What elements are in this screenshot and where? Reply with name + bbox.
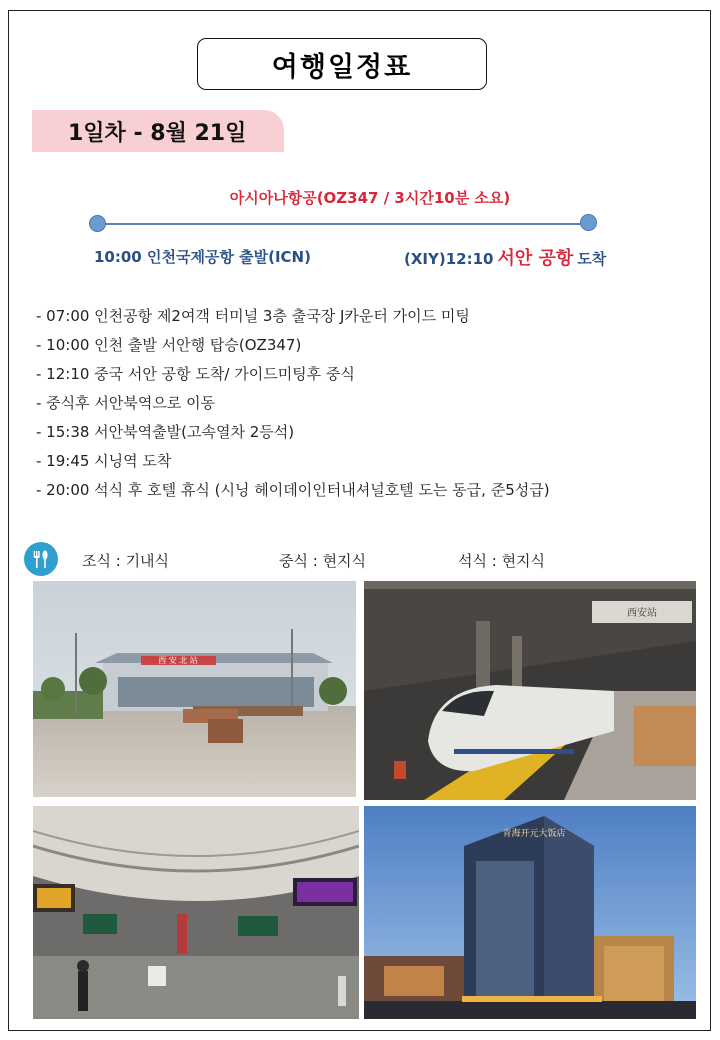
hotel-photo	[364, 806, 696, 1019]
page-title-text: 여행일정표	[271, 51, 413, 83]
hotel-sign-text: 青海开元大饭店	[502, 829, 566, 839]
day-banner	[32, 110, 284, 152]
departure-dot	[89, 215, 106, 232]
platform-sign-text: 西安站	[627, 608, 657, 619]
train-platform-photo	[364, 581, 696, 800]
flight-info: 아시아나항공(OZ347 / 3시간10분 소요)	[229, 189, 511, 207]
itinerary-item: - 07:00 인천공항 제2여객 터미널 3층 출국장 J카운터 가이드 미팅	[36, 307, 470, 325]
page-title	[197, 38, 487, 90]
itinerary-item: - 중식후 서안북역으로 이동	[36, 394, 216, 412]
meal-breakfast: 조식 : 기내식	[82, 552, 170, 570]
itinerary-item: - 10:00 인천 출발 서안행 탑승(OZ347)	[36, 336, 302, 354]
route-line	[97, 223, 589, 225]
arrival-dot	[580, 214, 597, 231]
arrival-suffix: 도착	[577, 250, 607, 268]
itinerary-item: - 19:45 시닝역 도착	[36, 452, 172, 470]
station-exterior-photo	[33, 581, 356, 797]
meal-row	[24, 542, 664, 576]
arrival-highlight: 서안 공항	[497, 248, 574, 269]
itinerary-item: - 20:00 석식 후 호텔 휴식 (시닝 헤이데이인터내셔널호텔 도는 동급, 준5성급)	[36, 481, 550, 499]
itinerary-item: - 15:38 서안북역출발(고속열차 2등석)	[36, 423, 295, 441]
meal-dinner: 석식 : 현지식	[458, 552, 546, 570]
arrival-prefix: (XIY)12:10	[404, 250, 494, 268]
arrival-label	[404, 244, 606, 270]
utensils-icon	[24, 542, 58, 576]
station-hall-photo	[33, 806, 359, 1019]
itinerary-item: - 12:10 중국 서안 공항 도착/ 가이드미팅후 중식	[36, 365, 355, 383]
day-label: 1일차 - 8월 21일	[68, 120, 247, 146]
departure-label: 10:00 인천국제공항 출발(ICN)	[94, 248, 311, 266]
meal-lunch: 중식 : 현지식	[279, 552, 367, 570]
station-sign-text: 西 安 北 站	[158, 656, 198, 665]
itinerary-list	[36, 302, 550, 505]
